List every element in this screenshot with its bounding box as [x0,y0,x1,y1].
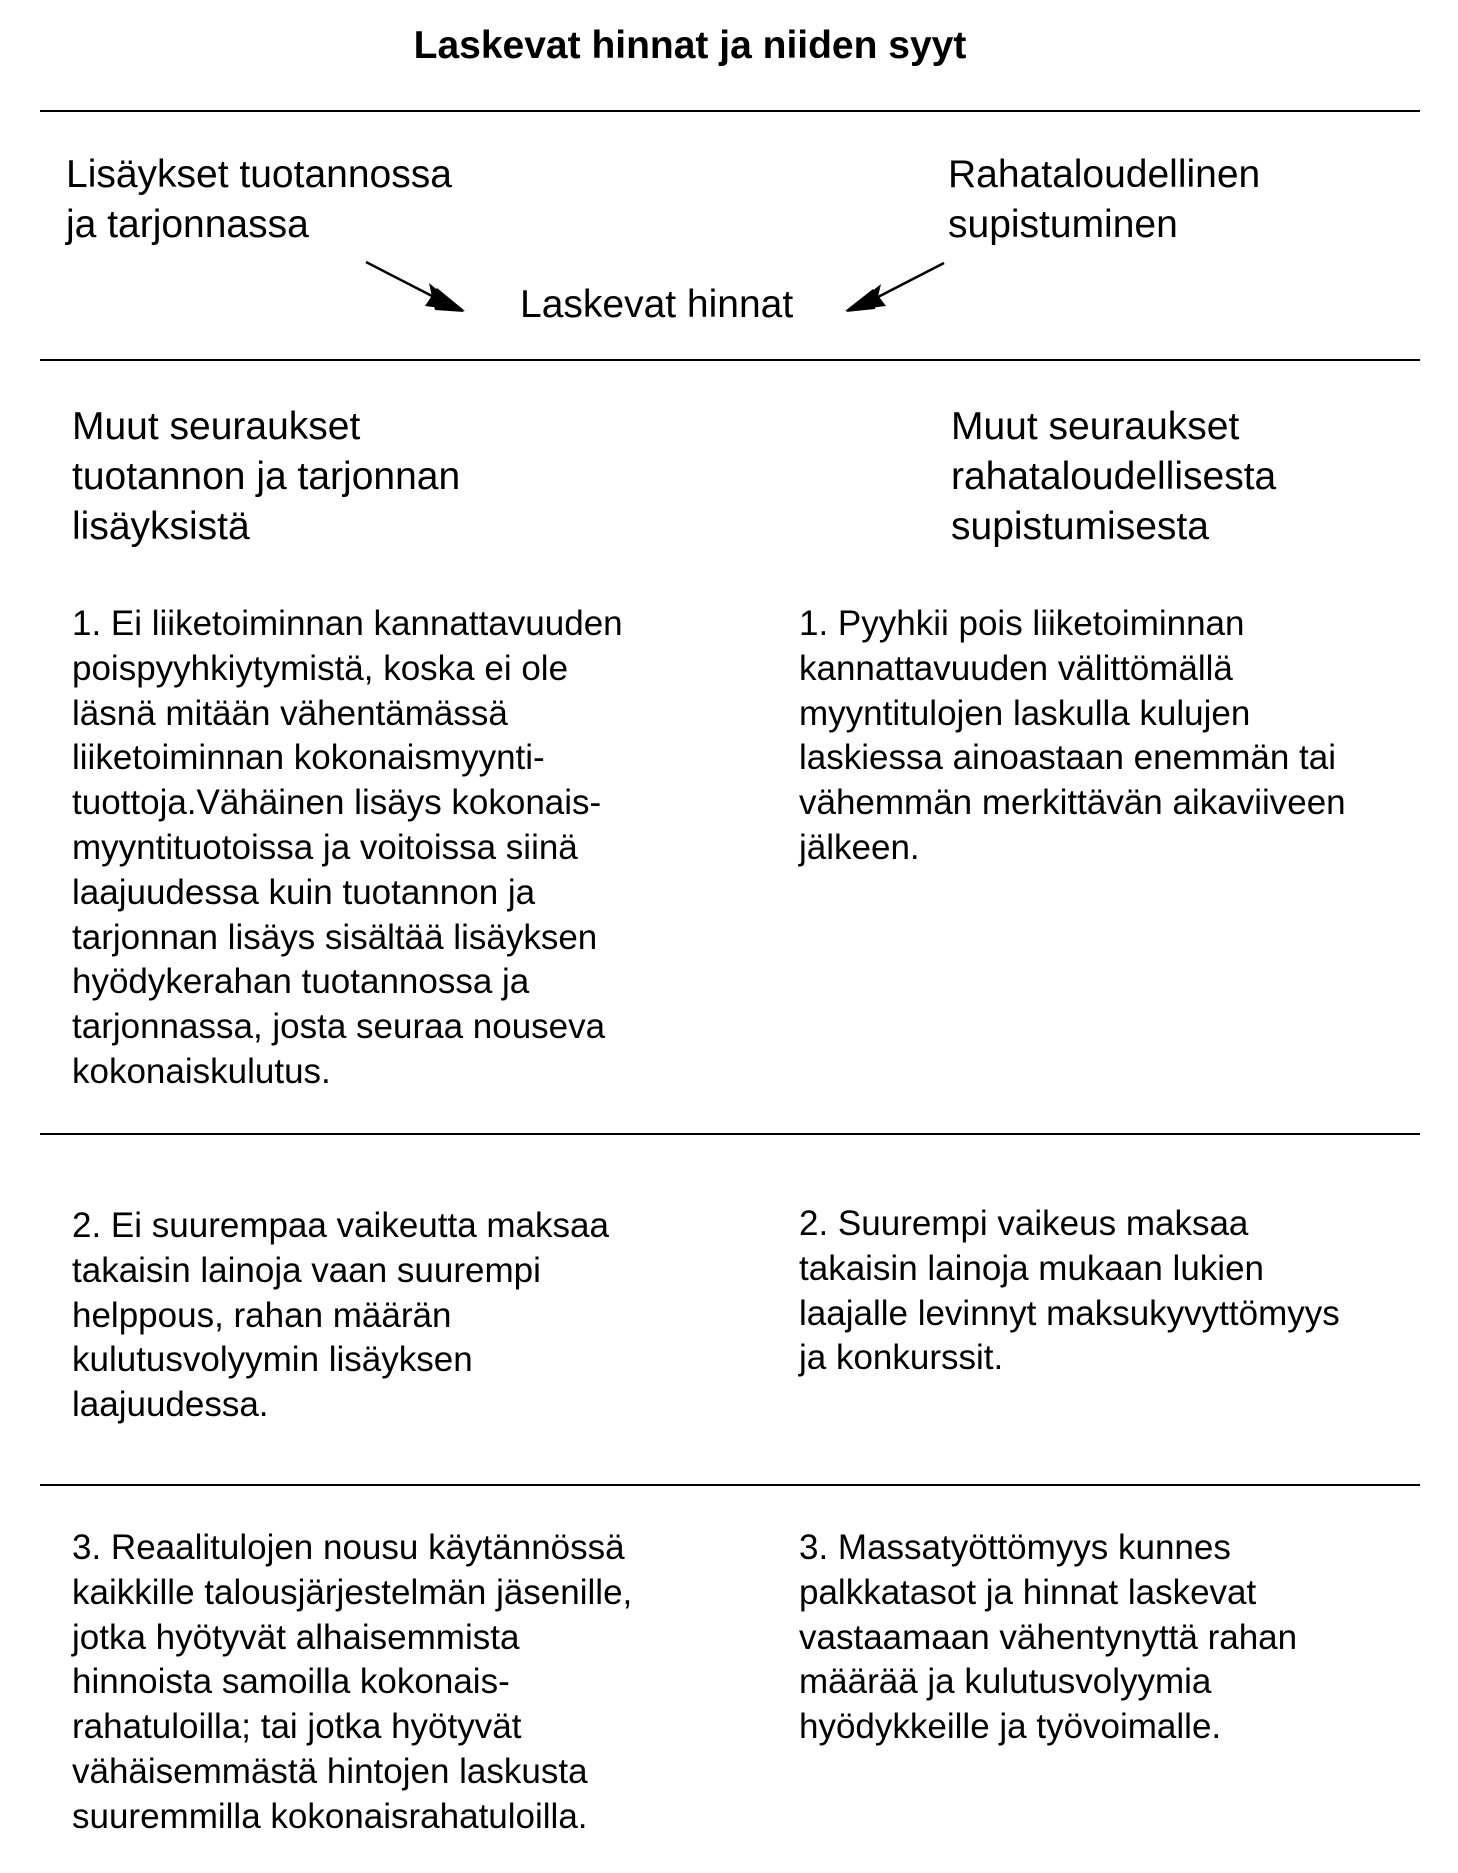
document-title: Laskevat hinnat ja niiden syyt [413,24,967,67]
row-3-left-text [72,1526,632,1840]
text-line: tarjonnan lisäys sisältää lisäyksen [72,917,598,957]
arrow-right-icon [845,263,944,312]
text-line: vähäisemmästä hintojen laskusta [72,1751,588,1791]
divider-row-2 [40,1484,1420,1486]
effect-falling-prices: Laskevat hinnat [520,283,794,326]
row-1-left-text [72,602,623,1095]
text-line: jälkeen. [799,827,920,867]
text-line: 2. Ei suurempaa vaikeutta maksaa [72,1206,609,1245]
text-line: vähemmän merkittävän aikaviiveen [799,783,1346,823]
text-line: 2. Suurempi vaikeus maksaa [799,1204,1249,1243]
text-line: kulutusvolyymin lisäyksen [72,1340,473,1380]
text-line: läsnä mitään vähentämässä [72,693,508,733]
divider-row-1 [40,1133,1420,1135]
text-line: 1. Ei liiketoiminnan kannattavuuden [72,604,623,643]
heading-line: supistumisesta [951,505,1209,548]
text-line: kannattavuuden välittömällä [799,648,1233,688]
text-line: ja konkurssit. [799,1338,1004,1378]
text-line: laskiessa ainoastaan enemmän tai [799,738,1336,778]
text-line: takaisin lainoja mukaan lukien [799,1248,1264,1288]
text-line: hyödykkeille ja työvoimalle. [799,1707,1222,1747]
cause-right-line: Rahataloudellinen [948,153,1261,196]
text-line: kaikkille talousjärjestelmän jäsenille, [72,1572,633,1612]
heading-line: lisäyksistä [72,505,250,548]
text-line: myyntituotoissa ja voitoissa siinä [72,827,578,867]
text-line: vastaamaan vähentynyttä rahan [799,1617,1298,1657]
text-line: laajalle levinnyt maksukyvyttömyys [799,1293,1340,1333]
row-2-right-text [799,1202,1340,1381]
text-line: 3. Massatyöttömyys kunnes [799,1528,1231,1567]
heading-line: Muut seuraukset [951,405,1240,448]
left-column-heading [72,402,460,552]
text-line: myyntitulojen laskulla kulujen [799,693,1251,733]
arrow-left-icon [366,262,465,312]
text-line: laajuudessa. [72,1385,269,1425]
text-line: liiketoiminnan kokonaismyynti- [72,738,545,778]
text-line: suuremmilla kokonaisrahatuloilla. [72,1796,588,1836]
text-line: kokonaiskulutus. [72,1051,331,1091]
cause-arrows [0,0,1458,400]
text-line: helppous, rahan määrän [72,1295,452,1335]
text-line: takaisin lainoja vaan suurempi [72,1250,541,1290]
row-2-left-text [72,1204,609,1428]
text-line: tuottoja.Vähäinen lisäys kokonais- [72,783,602,823]
text-line: palkkatasot ja hinnat laskevat [799,1572,1257,1612]
right-column-heading [951,402,1276,552]
text-line: poispyyhkiytymistä, koska ei ole [72,648,569,688]
text-line: hyödykerahan tuotannossa ja [72,962,530,1002]
row-1-right-text [799,602,1346,871]
text-line: määrää ja kulutusvolyymia [799,1662,1212,1702]
text-line: tarjonnassa, josta seuraa nouseva [72,1007,606,1047]
cause-left-line: Lisäykset tuotannossa [66,153,452,196]
text-line: 3. Reaalitulojen nousu käytännössä [72,1528,625,1567]
cause-left-line: ja tarjonnassa [66,203,309,246]
heading-line: Muut seuraukset [72,405,361,448]
text-line: 1. Pyyhkii pois liiketoiminnan [799,604,1245,643]
text-line: rahatuloilla; tai jotka hyötyvät [72,1707,522,1747]
text-line: laajuudessa kuin tuotannon ja [72,872,536,912]
heading-line: tuotannon ja tarjonnan [72,455,461,498]
cause-right-line: supistuminen [948,203,1178,246]
text-line: jotka hyötyvät alhaisemmista [72,1617,520,1657]
heading-line: rahataloudellisesta [951,455,1277,498]
text-line: hinnoista samoilla kokonais- [72,1662,510,1702]
row-3-right-text [799,1526,1297,1750]
